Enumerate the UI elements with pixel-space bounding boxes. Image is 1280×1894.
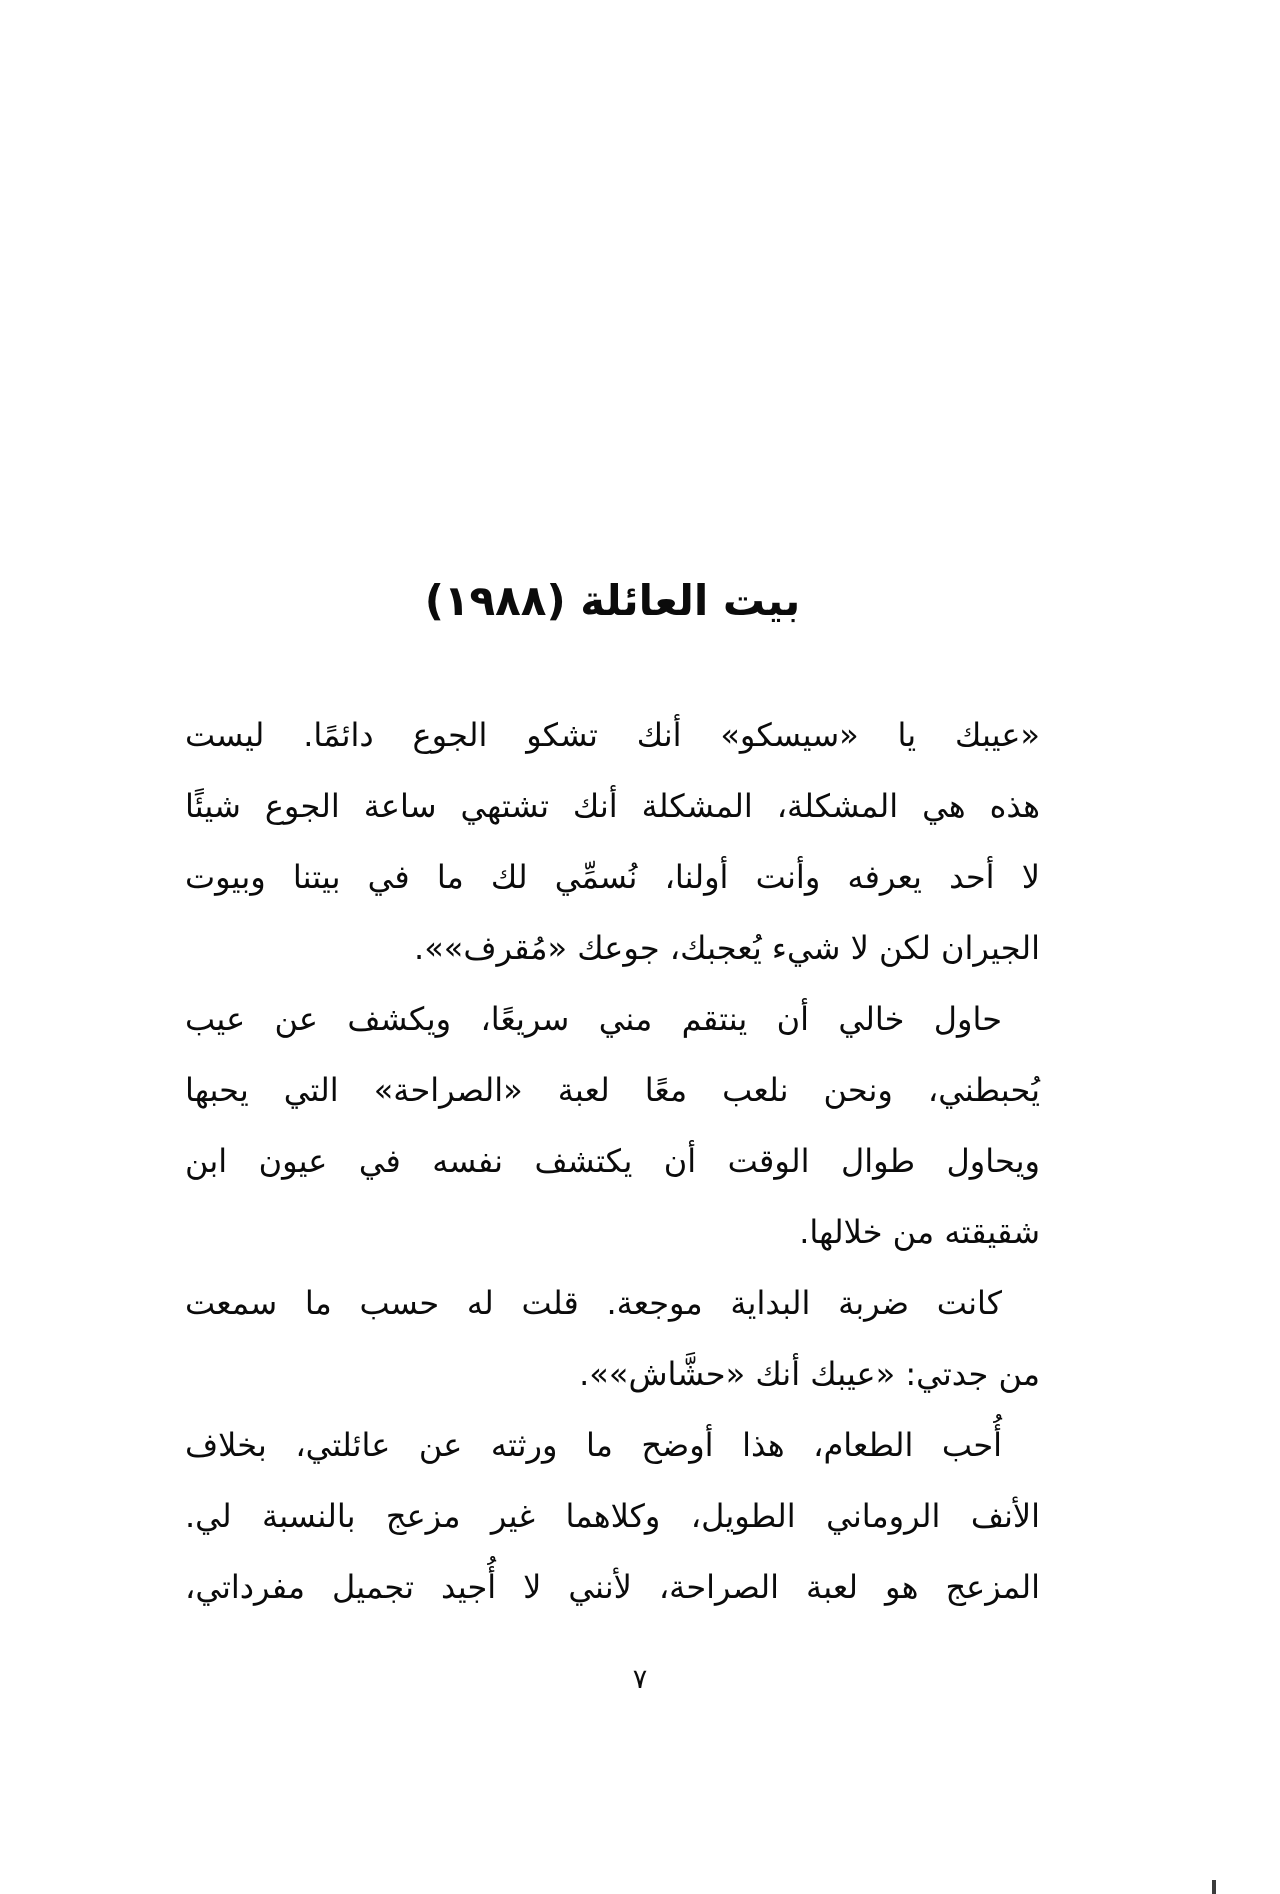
text-line: حاول خالي أن ينتقم مني سريعًا، ويكشف عن عيب [185,1000,1002,1038]
text-line: ويحاول طوال الوقت أن يكتشف نفسه في عيون ابن [185,1142,1040,1180]
text-line: «عيبك يا «سيسكو» أنك تشكو الجوع دائمًا. ليست [185,716,1040,754]
body-text [185,700,1040,1623]
text-line: الجيران لكن لا شيء يُعجبك، جوعك «مُقرف»». [414,929,1040,967]
chapter-title: بيت العائلة (١٩٨٨) [424,576,801,626]
text-line: شقيقته من خلالها. [799,1213,1040,1251]
text-line: الأنف الروماني الطويل، وكلاهما غير مزعج بالنسبة لي. [185,1497,1040,1535]
scan-artifact-mark [1212,1880,1216,1894]
text-line: المزعج هو لعبة الصراحة، لأنني لا أُجيد تجميل مفرداتي، [185,1568,1040,1606]
text-line: من جدتي: «عيبك أنك «حشَّاش»». [579,1355,1040,1393]
text-line: كانت ضربة البداية موجعة. قلت له حسب ما سمعت [185,1284,1002,1322]
text-line: هذه هي المشكلة، المشكلة أنك تشتهي ساعة الجوع شيئًا [185,787,1040,825]
text-line: يُحبطني، ونحن نلعب معًا لعبة «الصراحة» التي يحبها [185,1071,1040,1109]
text-line: أُحب الطعام، هذا أوضح ما ورثته عن عائلتي، بخلاف [185,1426,1002,1464]
page-number: ٧ [632,1664,648,1695]
text-line: لا أحد يعرفه وأنت أولنا، نُسمِّي لك ما في بيتنا وبيوت [185,858,1040,896]
